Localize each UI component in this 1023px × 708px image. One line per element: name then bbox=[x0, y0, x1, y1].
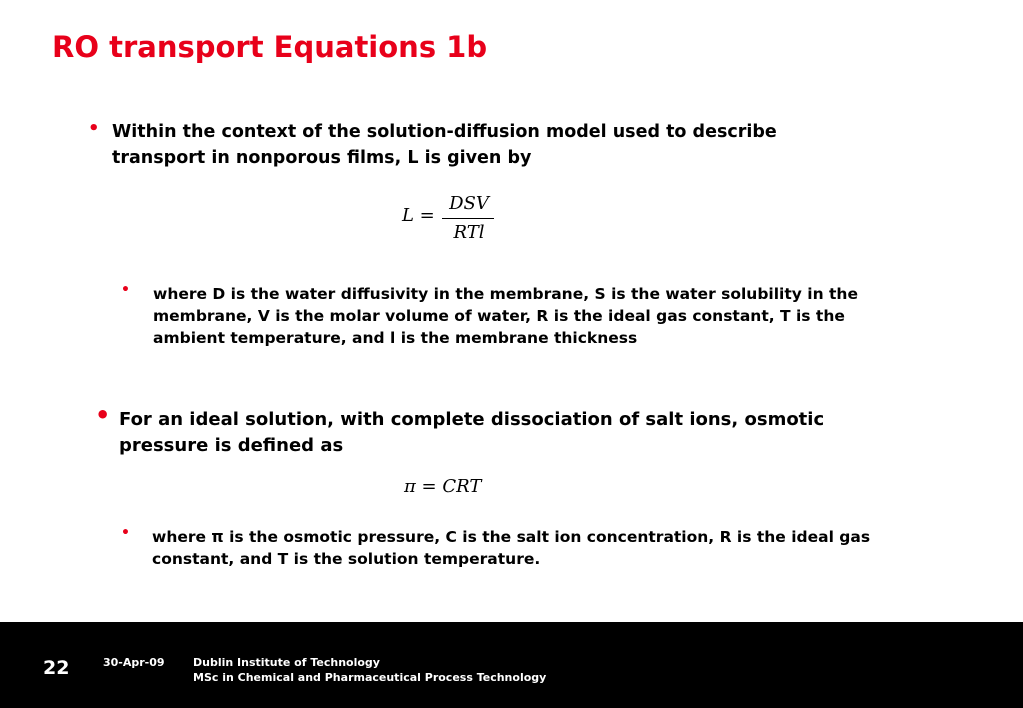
bullet-marker: • bbox=[95, 401, 111, 429]
sub-bullet-osmotic-definitions: where π is the osmotic pressure, C is the salt ion concentration, R is the ideal gas constant, and T is the solution temperature. bbox=[152, 528, 871, 568]
footer-bar bbox=[0, 622, 1023, 708]
sub-bullet-marker: • bbox=[121, 282, 130, 298]
bullet-marker: • bbox=[88, 118, 100, 139]
page-number: 22 bbox=[43, 657, 70, 679]
bullet-solution-diffusion: Within the context of the solution-diffusion model used to describe transport in nonporous films, L is given by bbox=[112, 122, 777, 168]
footer-institution: Dublin Institute of Technology bbox=[193, 656, 380, 669]
slide-title: RO transport Equations 1b bbox=[52, 30, 488, 64]
equation-l-denominator: RTl bbox=[453, 222, 485, 243]
bullet-osmotic-pressure: For an ideal solution, with complete dissociation of salt ions, osmotic pressure is defined as bbox=[119, 409, 825, 456]
equation-osmotic-pressure: π = CRT bbox=[404, 476, 482, 497]
equation-l-lhs: L = bbox=[402, 205, 435, 226]
equation-l bbox=[402, 193, 502, 245]
fraction-bar bbox=[442, 218, 494, 219]
sub-bullet-variable-definitions: where D is the water diffusivity in the membrane, S is the water solubility in the membrane, V is the molar volume of water, R is the ideal gas constant, T is the ambient temperature, and l is the membrane thickness bbox=[153, 285, 858, 347]
equation-l-numerator: DSV bbox=[449, 193, 489, 214]
sub-bullet-marker: • bbox=[121, 525, 130, 541]
footer-programme: MSc in Chemical and Pharmaceutical Process Technology bbox=[193, 671, 547, 684]
footer-date: 30-Apr-09 bbox=[103, 656, 165, 669]
